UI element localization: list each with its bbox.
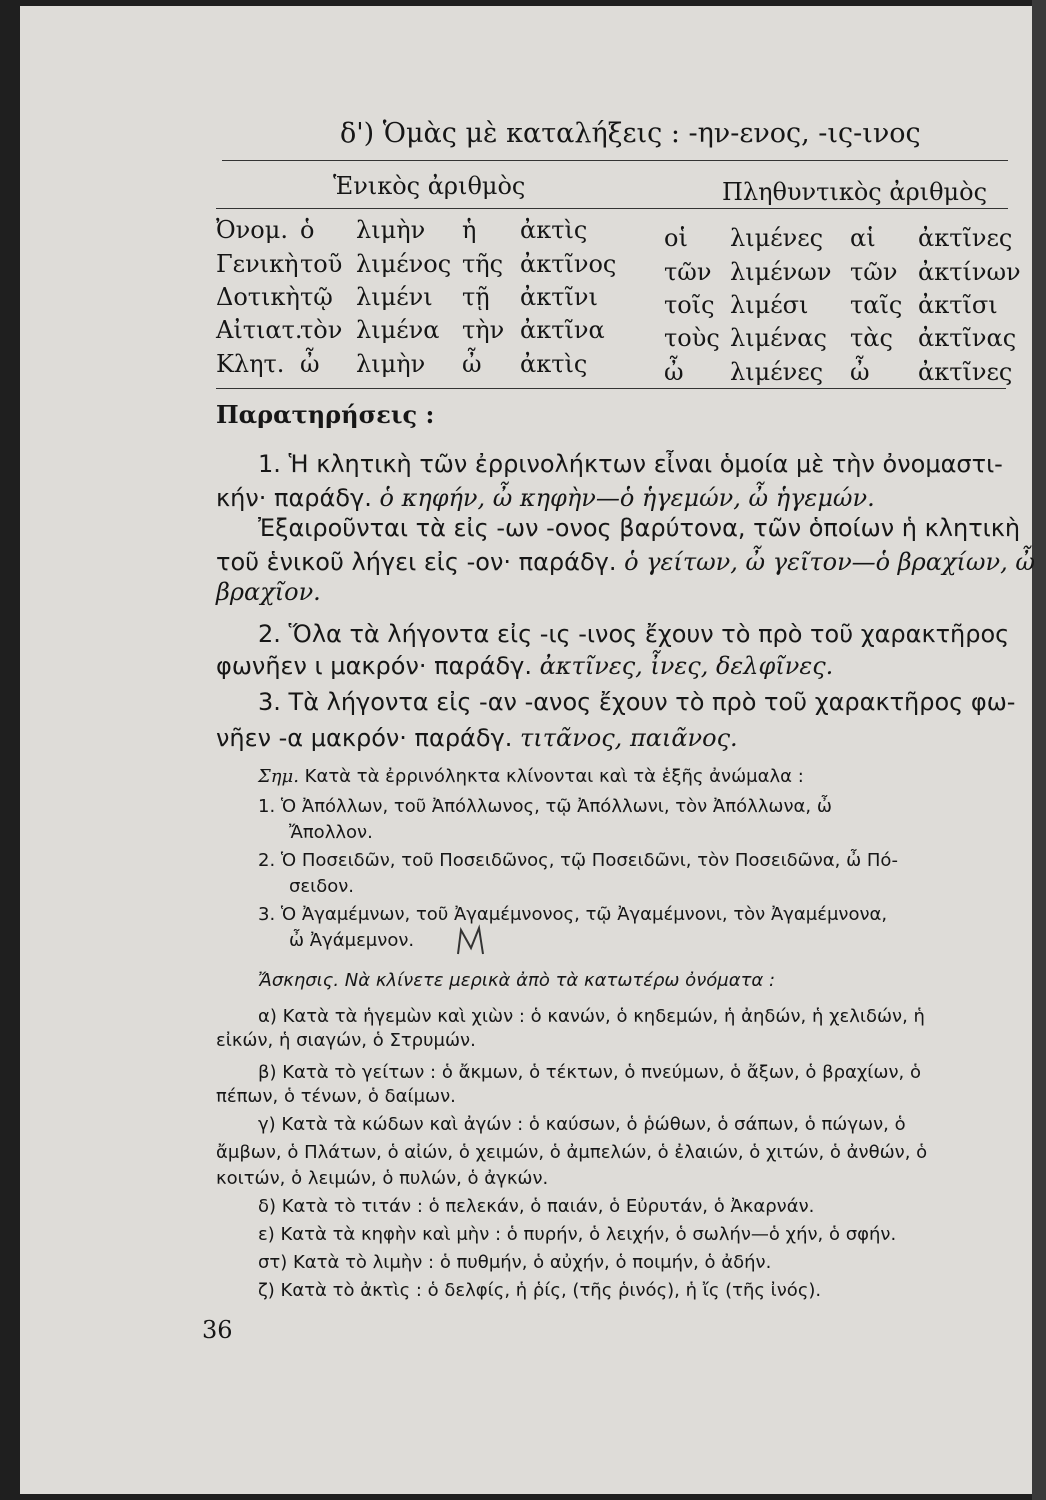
table-cell-c8: ἀκτῖνες <box>918 358 1013 386</box>
exercise-c-line1: γ) Κατὰ τὰ κώδων καὶ ἀγών : ὁ καύσων, ὁ ῥώθων, ὁ σάπων, ὁ πώγων, ὁ <box>258 1114 906 1135</box>
table-bottom-rule <box>216 388 1006 389</box>
table-cell-c1: τοῦ <box>300 250 343 278</box>
note-line1: 1. Ὁ Ἀπόλλων, τοῦ Ἀπόλλωνος, τῷ Ἀπόλλωνι, τὸν Ἀπόλλωνα, ὦ <box>258 796 832 817</box>
table-cell-c5: τοὺς <box>664 324 720 352</box>
table-header-rule <box>216 208 1008 209</box>
table-cell-c1: τὸν <box>300 316 343 344</box>
obs1-line2-example: ὁ κηφήν, ὦ κηφὴν—ὁ ἡγεμών, ὦ ἡγεμών. <box>379 484 875 512</box>
table-cell-case: Γενικὴ <box>216 250 299 278</box>
table-cell-case: Ὀνομ. <box>216 216 288 244</box>
obs3-line1: 3. Τὰ λήγοντα εἰς -αν -ανος ἔχουν τὸ πρὸ τοῦ χαρακτῆρος φω- <box>258 688 1016 716</box>
table-cell-c3: τὴν <box>462 316 505 344</box>
page-number: 36 <box>202 1316 233 1344</box>
obs1-line3: Ἐξαιροῦνται τὰ εἰς -ων -ονος βαρύτονα, τῶν ὁποίων ἡ κλητικὴ <box>258 514 1021 542</box>
table-cell-c1: τῷ <box>300 283 333 311</box>
exercise-c-line2: ἄμβων, ὁ Πλάτων, ὁ αἰών, ὁ χειμών, ὁ ἀμπελών, ὁ ἐλαιών, ὁ χιτών, ὁ ἀνθών, ὁ <box>216 1142 928 1163</box>
table-cell-c7: αἱ <box>850 224 876 252</box>
obs3-line2-example: τιτᾶνος, παιᾶνος. <box>520 724 738 752</box>
table-cell-c5: ὦ <box>664 358 684 386</box>
table-cell-c2: λιμένι <box>356 283 433 311</box>
exercise-b-line2: πέπων, ὁ τένων, ὁ δαίμων. <box>216 1086 456 1107</box>
table-cell-c7: τὰς <box>850 324 893 352</box>
obs3-line2-text: νῆεν -α μακρόν· παράδγ. <box>216 724 521 752</box>
obs2-line2-text: φωνῆεν ι μακρόν· παράδγ. <box>216 652 540 680</box>
exercise-title: Ἄσκησις. Νὰ κλίνετε μερικὰ ἀπὸ τὰ κατωτέρω ὀνόματα : <box>258 970 776 991</box>
obs1-line2 <box>216 484 875 512</box>
exercise-a-line2: εἰκών, ἡ σιαγών, ὁ Στρυμών. <box>216 1030 476 1051</box>
obs2-line2 <box>216 652 833 680</box>
table-cell-c7: ταῖς <box>850 291 903 319</box>
table-cell-c6: λιμένων <box>730 258 832 286</box>
table-cell-c3: τῇ <box>462 283 490 311</box>
table-cell-c4: ἀκτῖνος <box>520 250 617 278</box>
exercise-f-line1: στ) Κατὰ τὸ λιμὴν : ὁ πυθμήν, ὁ αὐχήν, ὁ ποιμήν, ὁ ἀδήν. <box>258 1252 772 1273</box>
obs1-line1: 1. Ἡ κλητικὴ τῶν ἐρρινολήκτων εἶναι ὁμοία μὲ τὴν ὀνομαστι- <box>258 450 1003 478</box>
exercise-g-line1: ζ) Κατὰ τὸ ἀκτὶς : ὁ δελφίς, ἡ ῥίς, (τῆς ῥινός), ἡ ἴς (τῆς ἰνός). <box>258 1280 822 1301</box>
note-label: Σημ. <box>258 766 299 787</box>
table-cell-c3: ὦ <box>462 350 482 378</box>
table-cell-c4: ἀκτὶς <box>520 216 588 244</box>
table-cell-c3: ἡ <box>462 216 477 244</box>
table-cell-c2: λιμὴν <box>356 216 426 244</box>
table-cell-c7: τῶν <box>850 258 898 286</box>
table-cell-c6: λιμένες <box>730 224 824 252</box>
note-line0 <box>258 766 804 787</box>
obs1-line4-example: ὁ γείτων, ὦ γεῖτον—ὁ βραχίων, ὦ <box>624 548 1035 576</box>
table-cell-c2: λιμένος <box>356 250 452 278</box>
obs1-line5: βραχῖον. <box>216 578 321 606</box>
table-cell-c1: ὁ <box>300 216 315 244</box>
plural-header: Πληθυντικὸς ἀριθμὸς <box>722 178 988 206</box>
note-line3: 2. Ὁ Ποσειδῶν, τοῦ Ποσειδῶνος, τῷ Ποσειδῶνι, τὸν Ποσειδῶνα, ὦ Πό- <box>258 850 898 871</box>
table-cell-c4: ἀκτῖνα <box>520 316 605 344</box>
table-cell-c6: λιμέσι <box>730 291 809 319</box>
exercise-d-line1: δ) Κατὰ τὸ τιτάν : ὁ πελεκάν, ὁ παιάν, ὁ Εὐρυτάν, ὁ Ἀκαρνάν. <box>258 1196 815 1217</box>
table-cell-c3: τῆς <box>462 250 504 278</box>
obs1-line4 <box>216 548 1035 576</box>
table-cell-case: Δοτικὴ <box>216 283 300 311</box>
obs1-line2-text: κήν· παράδγ. <box>216 484 380 512</box>
table-cell-c2: λιμὴν <box>356 350 426 378</box>
table-cell-c8: ἀκτῖνας <box>918 324 1017 352</box>
note-intro: Κατὰ τὰ ἐρρινόληκτα κλίνονται καὶ τὰ ἑξῆς ἀνώμαλα : <box>298 766 804 787</box>
table-cell-c8: ἀκτῖσι <box>918 291 998 319</box>
table-cell-c4: ἀκτὶς <box>520 350 588 378</box>
table-cell-c5: οἱ <box>664 224 688 252</box>
table-cell-c6: λιμένες <box>730 358 824 386</box>
table-cell-case: Κλητ. <box>216 350 285 378</box>
table-top-rule <box>222 160 1008 161</box>
obs3-line2 <box>216 724 738 752</box>
note-line5: 3. Ὁ Ἀγαμέμνων, τοῦ Ἀγαμέμνονος, τῷ Ἀγαμέμνονι, τὸν Ἀγαμέμνονα, <box>258 904 888 925</box>
table-cell-c8: ἀκτῖνες <box>918 224 1013 252</box>
obs2-line1: 2. Ὅλα τὰ λήγοντα εἰς -ις -ινος ἔχουν τὸ πρὸ τοῦ χαρακτῆρος <box>258 620 1010 648</box>
handwritten-mark-icon <box>455 924 489 958</box>
observations-title: Παρατηρήσεις : <box>216 400 435 429</box>
table-cell-c2: λιμένα <box>356 316 440 344</box>
table-cell-c8: ἀκτίνων <box>918 258 1021 286</box>
obs1-line4-text: τοῦ ἑνικοῦ λήγει εἰς -ον· παράδγ. <box>216 548 625 576</box>
obs2-line2-example: ἀκτῖνες, ἶνες, δελφῖνες. <box>539 652 834 680</box>
table-cell-c6: λιμένας <box>730 324 827 352</box>
exercise-e-line1: ε) Κατὰ τὰ κηφὴν καὶ μὴν : ὁ πυρήν, ὁ λειχήν, ὁ σωλήν—ὁ χήν, ὁ σφήν. <box>258 1224 897 1245</box>
note-line6: ὦ Ἀγάμεμνον. <box>289 930 415 951</box>
section-heading: δ') Ὁμὰς μὲ καταλήξεις : -ην-ενος, -ις-ινος <box>340 118 921 149</box>
table-cell-case: Αἰτιατ. <box>216 316 303 344</box>
book-spine <box>1032 0 1046 1500</box>
table-cell-c1: ὦ <box>300 350 320 378</box>
exercise-a-line1: α) Κατὰ τὰ ἡγεμὼν καὶ χιὼν : ὁ κανών, ὁ κηδεμών, ἡ ἀηδών, ἡ χελιδών, ἡ <box>258 1006 925 1027</box>
note-line4: σειδον. <box>289 876 355 897</box>
table-cell-c5: τῶν <box>664 258 712 286</box>
table-cell-c7: ὦ <box>850 358 870 386</box>
table-cell-c5: τοῖς <box>664 291 715 319</box>
exercise-c-line3: κοιτών, ὁ λειμών, ὁ πυλών, ὁ ἀγκών. <box>216 1168 549 1189</box>
exercise-b-line1: β) Κατὰ τὸ γείτων : ὁ ἄκμων, ὁ τέκτων, ὁ πνεύμων, ὁ ἄξων, ὁ βραχίων, ὁ <box>258 1062 921 1083</box>
note-line2: Ἄπολλον. <box>289 822 373 843</box>
table-cell-c4: ἀκτῖνι <box>520 283 598 311</box>
singular-header: Ἑνικὸς ἀριθμὸς <box>333 172 526 200</box>
